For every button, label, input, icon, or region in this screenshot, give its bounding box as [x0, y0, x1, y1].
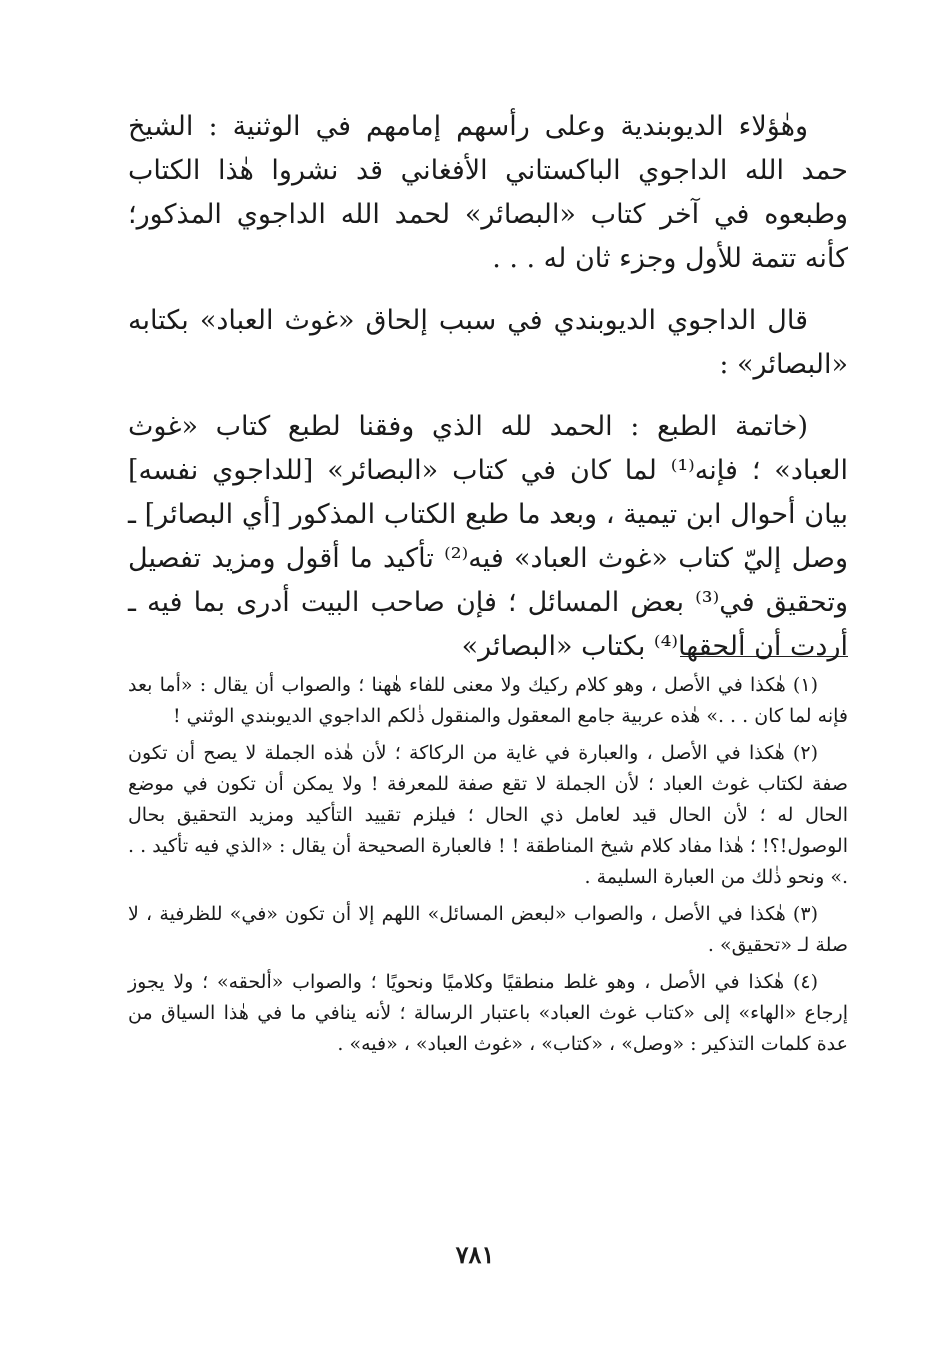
footnote-1: (١) هٰكذا في الأصل ، وهو كلام ركيك ولا معنى للفاء هٰهنا ؛ والصواب أن يقال : «أما بعد فإنه لما كان . . .» هٰذه عربية جامع المعقول والمنقول ذٰلكم الداجوي الديوبندي الوثني !	[128, 674, 848, 727]
footnote-separator	[680, 656, 848, 657]
main-text	[128, 105, 848, 687]
paragraph-2: قال الداجوي الديوبندي في سبب إلحاق «غوث العباد» بكتابه «البصائر» :	[128, 305, 848, 380]
footnote-4: (٤) هٰكذا في الأصل ، وهو غلط منطقيًا وكلاميًا ونحويًا ؛ والصواب «ألحقه» ؛ ولا يجوز إرجاع «الهاء» إلى «كتاب غوث العباد» باعتبار الرسالة ؛ لأنه ينافي ما في هٰذا السياق من عدة كلمات التذكير : «وصل» ، «كتاب» ، «غوث العباد» ، «فيه» .	[128, 971, 848, 1055]
footnotes	[128, 670, 848, 1066]
footnote-3: (٣) هٰكذا في الأصل ، والصواب «لبعض المسائل» اللهم إلا أن تكون «في» للظرفية ، لا صلة لـ «تحقيق» .	[128, 903, 848, 956]
footnote-2: (٢) هٰكذا في الأصل ، والعبارة في غاية من الركاكة ؛ لأن هٰذه الجملة لا يصح أن تكون صفة لكتاب غوث العباد ؛ لأن الجملة لا تقع صفة للمعرفة ! ولا يمكن أن تكون في موضع الحال له ؛ لأن الحال قيد لعامل ذي الحال ؛ فيلزم تقييد التأكيد ومزيد التحقيق بحال الوصول!؟! ؛ هٰذا مفاد كلام شيخ المناطقة ! ! فالعبارة الصحيحة أن يقال : «الذي فيه تأكيد . . .» ونحو ذٰلك من العبارة السليمة .	[128, 742, 848, 888]
page-number: ٧٨١	[455, 1240, 495, 1269]
paragraph-1: وهٰؤلاء الديوبندية وعلى رأسهم إمامهم في الوثنية : الشيخ حمد الله الداجوي الباكستاني الأفغاني قد نشروا هٰذا الكتاب وطبعوه في آخر كتاب «البصائر» لحمد الله الداجوي المذكور؛ كأنه تتمة للأول وجزء ثان له . . .	[128, 111, 848, 274]
paragraph-3: (خاتمة الطبع : الحمد لله الذي وفقنا لطبع كتاب «غوث العباد» ؛ فإنه⁽¹⁾ لما كان في كتاب «البصائر» [للداجوي نفسه] بيان أحوال ابن تيمية ، وبعد ما طبع الكتاب المذكور [أي البصائر] ـ وصل إليّ كتاب «غوث العباد» فيه⁽²⁾ تأكيد ما أقول ومزيد تفصيل وتحقيق في⁽³⁾ بعض المسائل ؛ فإن صاحب البيت أدرى بما فيه ـ أردت أن ألحقها⁽⁴⁾ بكتاب «البصائر»	[128, 411, 849, 662]
